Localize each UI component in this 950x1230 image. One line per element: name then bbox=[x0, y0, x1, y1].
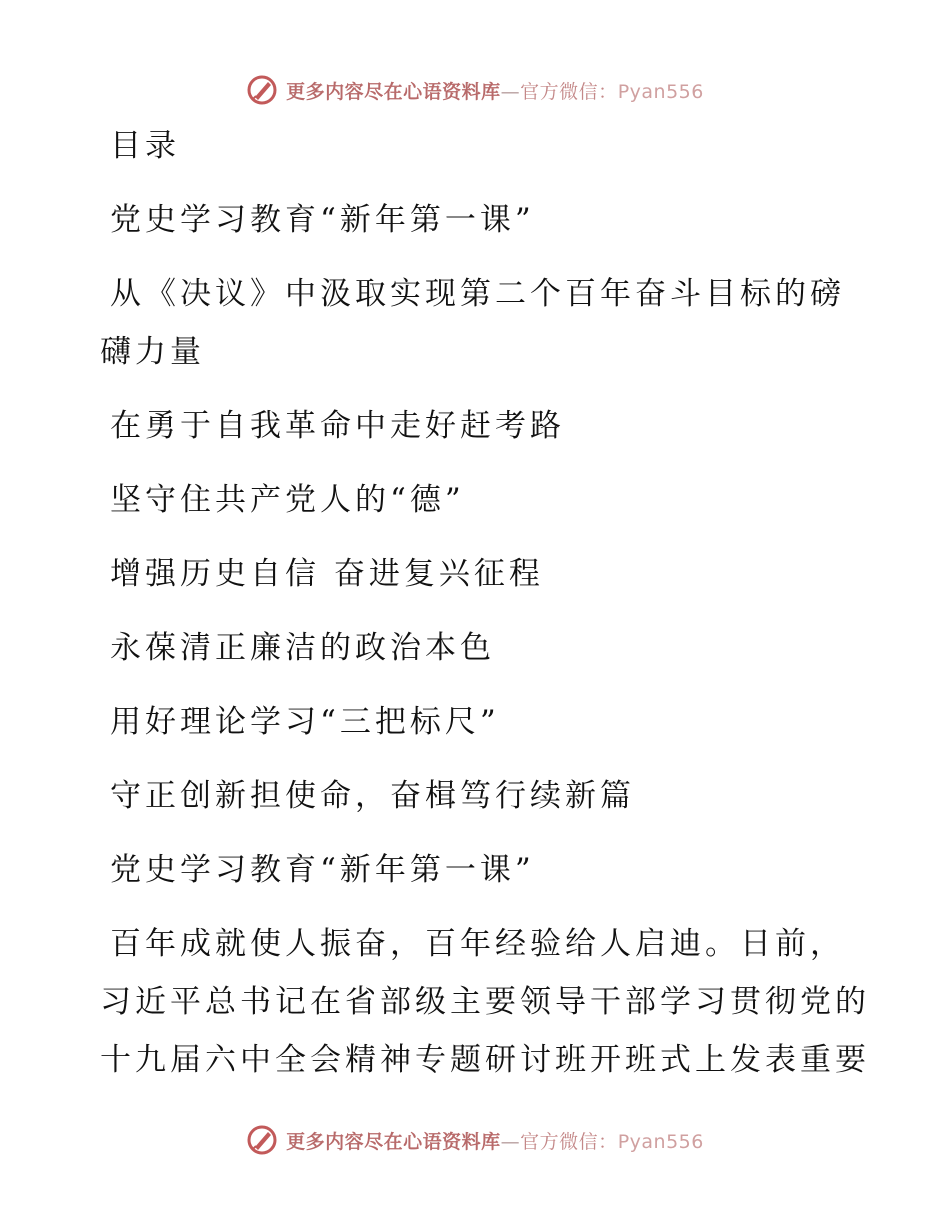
toc-item: 用好理论学习“三把标尺” bbox=[110, 704, 500, 740]
quill-logo-icon bbox=[246, 1124, 278, 1156]
toc-item: 党史学习教育“新年第一课” bbox=[110, 202, 535, 238]
toc-item: 永葆清正廉洁的政治本色 bbox=[110, 630, 495, 666]
paragraph-line: 十九届六中全会精神专题研讨班开班式上发表重要 bbox=[100, 1042, 870, 1078]
toc-item: 守正创新担使命，奋楫笃行续新篇 bbox=[110, 778, 635, 814]
toc-item: 增强历史自信 奋进复兴征程 bbox=[110, 556, 544, 592]
toc-heading: 目录 bbox=[110, 128, 180, 164]
article-title: 党史学习教育“新年第一课” bbox=[110, 852, 535, 888]
toc-item: 从《决议》中汲取实现第二个百年奋斗目标的磅 bbox=[110, 276, 845, 312]
toc-item: 坚守住共产党人的“德” bbox=[110, 482, 465, 518]
watermark-text: 更多内容尽在心语资料库—官方微信：Pyan556 bbox=[286, 80, 704, 103]
footer-watermark bbox=[0, 1120, 950, 1160]
paragraph-line: 习近平总书记在省部级主要领导干部学习贯彻党的 bbox=[100, 984, 870, 1020]
toc-item: 在勇于自我革命中走好赶考路 bbox=[110, 408, 565, 444]
paragraph-line: 百年成就使人振奋，百年经验给人启迪。日前， bbox=[110, 926, 845, 962]
watermark-text: 更多内容尽在心语资料库—官方微信：Pyan556 bbox=[286, 1130, 704, 1153]
toc-item-continuation: 礴力量 bbox=[100, 334, 205, 370]
